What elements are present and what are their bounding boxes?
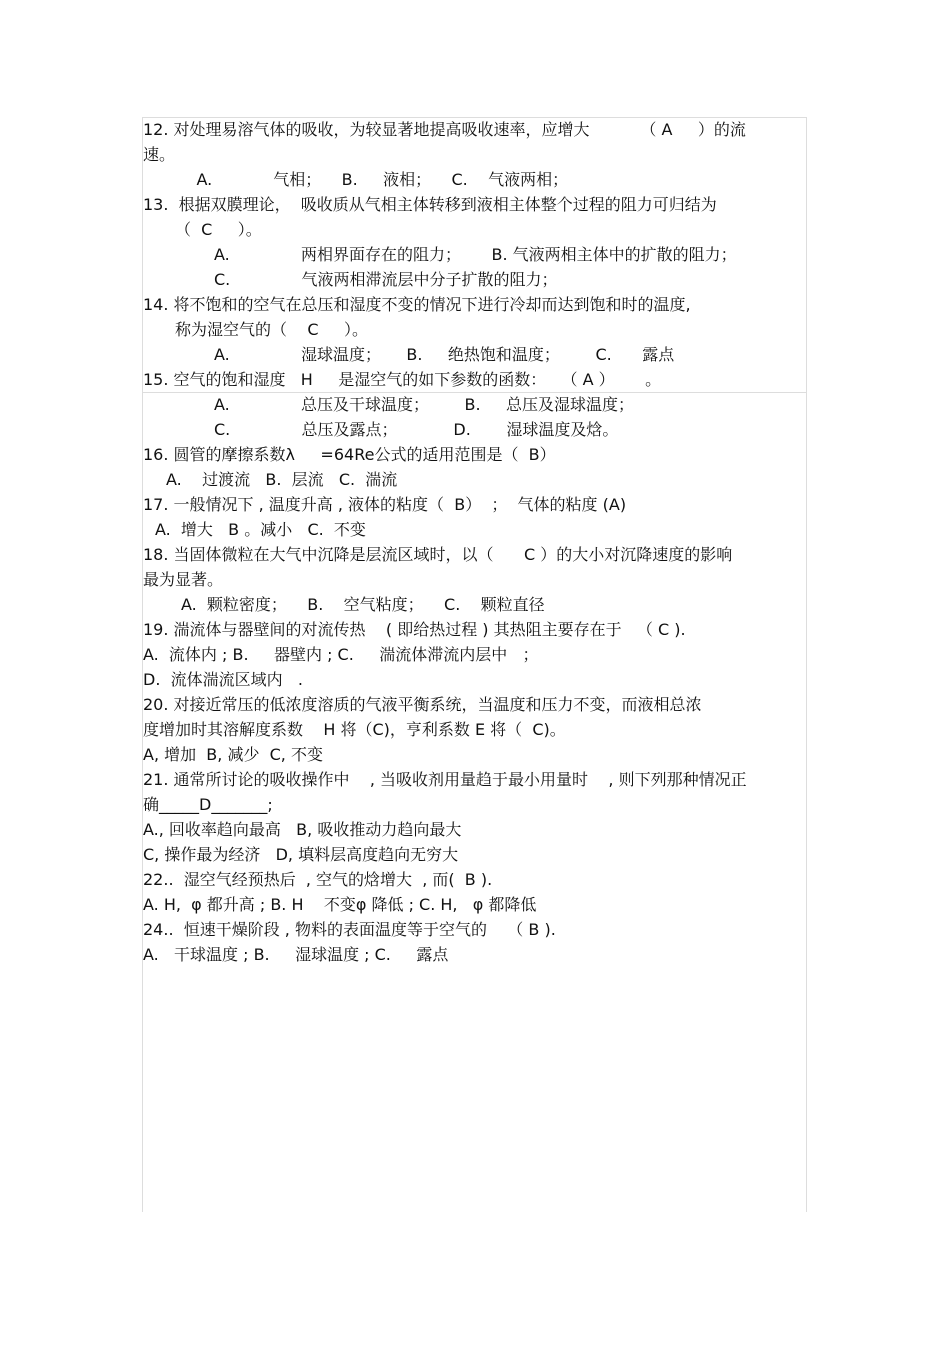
- q24-stem: 24.. 恒速干燥阶段 , 物料的表面温度等于空气的 （ B ).: [143, 920, 556, 939]
- q13-option-c: C. 气液两相滞流层中分子扩散的阻力；: [214, 270, 558, 289]
- q21-stem: 21. 通常所讨论的吸收操作中 , 当吸收剂用量趋于最小用量时 , 则下列那种情况正: [143, 770, 747, 789]
- q15-option-cd: C. 总压及露点； D. 湿球温度及焓。: [214, 420, 619, 439]
- q13-answer: （ C ）。: [175, 220, 262, 239]
- q19-option-d: D. 流体湍流区域内 .: [143, 670, 303, 689]
- q15-stem: 15. 空气的饱和湿度 H 是湿空气的如下参数的函数： （ A ） 。: [143, 370, 662, 389]
- q22-options: A. H, φ 都升高 ; B. H 不变φ 降低 ; C. H, φ 都降低: [143, 895, 537, 914]
- q14-stem-cont: 称为湿空气的（ C ）。: [175, 320, 368, 339]
- q16-options: A. 过渡流 B. 层流 C. 湍流: [166, 470, 398, 489]
- q22-stem: 22.. 湿空气经预热后 , 空气的焓增大 , 而( B ).: [143, 870, 493, 889]
- q18-stem-cont: 最为显著。: [143, 570, 224, 589]
- q14-options: A. 湿球温度； B. 绝热饱和温度； C. 露点: [214, 345, 675, 364]
- frame-right-border: [806, 117, 807, 1212]
- q20-stem-cont: 度增加时其溶解度系数 H 将（C)，亨利系数 E 将（ C)。: [143, 720, 566, 739]
- q18-stem: 18. 当固体微粒在大气中沉降是层流区域时，以（ C ）的大小对沉降速度的影响: [143, 545, 733, 564]
- q17-stem: 17. 一般情况下 , 温度升高 , 液体的粘度（ B） ； 气体的粘度 (A): [143, 495, 627, 514]
- q17-options: A. 增大 B 。减小 C. 不变: [155, 520, 366, 539]
- q12-stem-cont: 速。: [143, 145, 176, 164]
- q19-option-abc: A. 流体内 ; B. 器壁内 ; C. 湍流体滞流内层中 ；: [143, 645, 539, 664]
- q16-stem: 16. 圆管的摩擦系数λ =64Re公式的适用范围是（ B）: [143, 445, 556, 464]
- q12-stem: 12. 对处理易溶气体的吸收，为较显著地提高吸收速率，应增大 （ A ）的流: [143, 120, 746, 139]
- q20-stem: 20. 对接近常压的低浓度溶质的气液平衡系统，当温度和压力不变，而液相总浓: [143, 695, 702, 714]
- q24-options: A. 干球温度 ; B. 湿球温度 ; C. 露点: [143, 945, 449, 964]
- q18-options: A. 颗粒密度； B. 空气粘度； C. 颗粒直径: [181, 595, 545, 614]
- q21-option-cd: C, 操作最为经济 D, 填料层高度趋向无穷大: [143, 845, 459, 864]
- q21-stem-cont: 确_____D_______;: [143, 795, 273, 814]
- q12-options: A. 气相； B. 液相； C. 气液两相；: [166, 170, 569, 189]
- q15-option-ab: A. 总压及干球温度； B. 总压及湿球温度；: [214, 395, 635, 414]
- q13-option-ab: A. 两相界面存在的阻力； B. 气液两相主体中的扩散的阻力；: [214, 245, 737, 264]
- q21-option-ab: A., 回收率趋向最高 B, 吸收推动力趋向最大: [143, 820, 462, 839]
- q13-stem: 13. 根据双膜理论， 吸收质从气相主体转移到液相主体整个过程的阻力可归结为: [143, 195, 717, 214]
- q14-stem: 14. 将不饱和的空气在总压和湿度不变的情况下进行冷却而达到饱和时的温度,: [143, 295, 691, 314]
- q19-stem: 19. 湍流体与器壁间的对流传热 ( 即给热过程 ) 其热阻主要存在于 （ C ).: [143, 620, 686, 639]
- q20-options: A, 增加 B, 减少 C, 不变: [143, 745, 323, 764]
